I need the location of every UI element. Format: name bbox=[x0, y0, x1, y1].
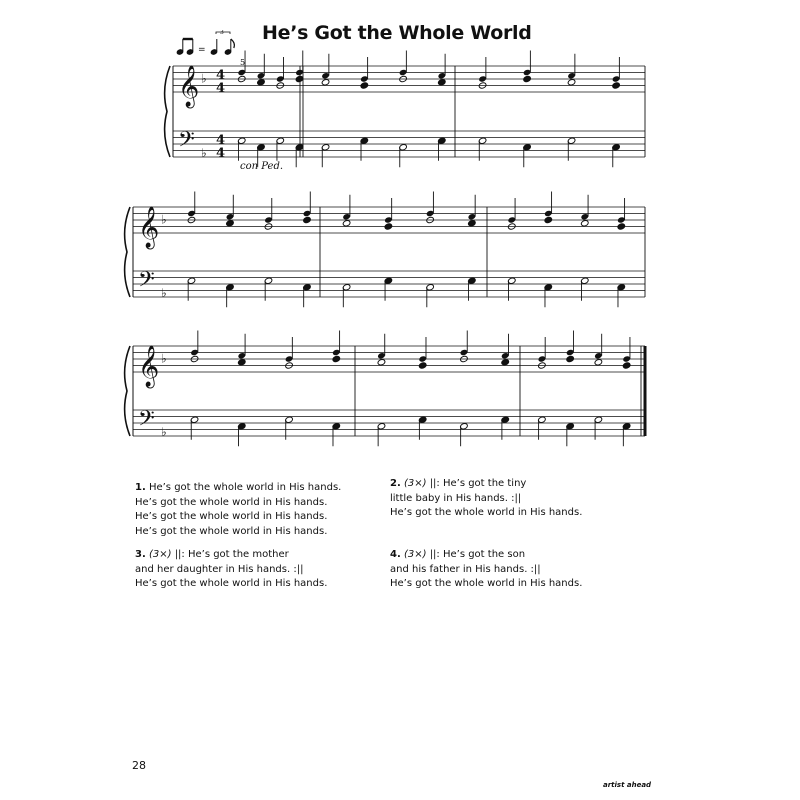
pedal-marking: con Ped. bbox=[240, 161, 284, 172]
verse-3: 3. (3×) ||: He’s got the mother and her daughter in His hands. :|| He’s got the whole world in His hands. bbox=[135, 549, 328, 589]
flat-icon: ♭ bbox=[161, 425, 167, 439]
svg-text:4: 4 bbox=[216, 146, 226, 161]
verse-1: 1. He’s got the whole world in His hands. He’s got the whole world in His hands. He’s got the whole world in His hands. He’s got the whole world in His hands. bbox=[135, 482, 342, 537]
flat-icon: ♭ bbox=[161, 286, 167, 300]
bass-clef-icon: 𝄢 bbox=[138, 267, 155, 298]
page-number: 28 bbox=[132, 759, 146, 772]
treble-clef-icon: 𝄞 bbox=[178, 66, 200, 107]
system-3 bbox=[125, 331, 645, 447]
treble-clef-icon: 𝄞 bbox=[138, 207, 160, 248]
verse-4: 4. (3×) ||: He’s got the son and his father in His hands. :|| He’s got the whole world in His hands. bbox=[390, 549, 583, 589]
system-1 bbox=[165, 51, 645, 168]
publisher-logo: artist ahead bbox=[603, 781, 652, 789]
measure-number: 5 bbox=[240, 58, 246, 67]
svg-text:4: 4 bbox=[216, 133, 226, 148]
system-2 bbox=[125, 192, 645, 308]
flat-icon: ♭ bbox=[201, 146, 207, 160]
treble-clef-icon: 𝄞 bbox=[138, 346, 160, 387]
swing-equals: = bbox=[198, 45, 206, 55]
svg-text:3: 3 bbox=[220, 30, 224, 36]
flat-icon: ♭ bbox=[161, 212, 167, 227]
bass-clef-icon: 𝄢 bbox=[178, 127, 195, 158]
svg-text:4: 4 bbox=[216, 68, 226, 83]
verse-2: 2. (3×) ||: He’s got the tiny little baby in His hands. :|| He’s got the whole world in His hands. bbox=[390, 478, 583, 518]
flat-icon: ♭ bbox=[161, 351, 167, 366]
svg-text:4: 4 bbox=[216, 81, 226, 96]
flat-icon: ♭ bbox=[201, 71, 207, 86]
bass-clef-icon: 𝄢 bbox=[138, 406, 155, 437]
song-title: He’s Got the Whole World bbox=[262, 22, 532, 44]
